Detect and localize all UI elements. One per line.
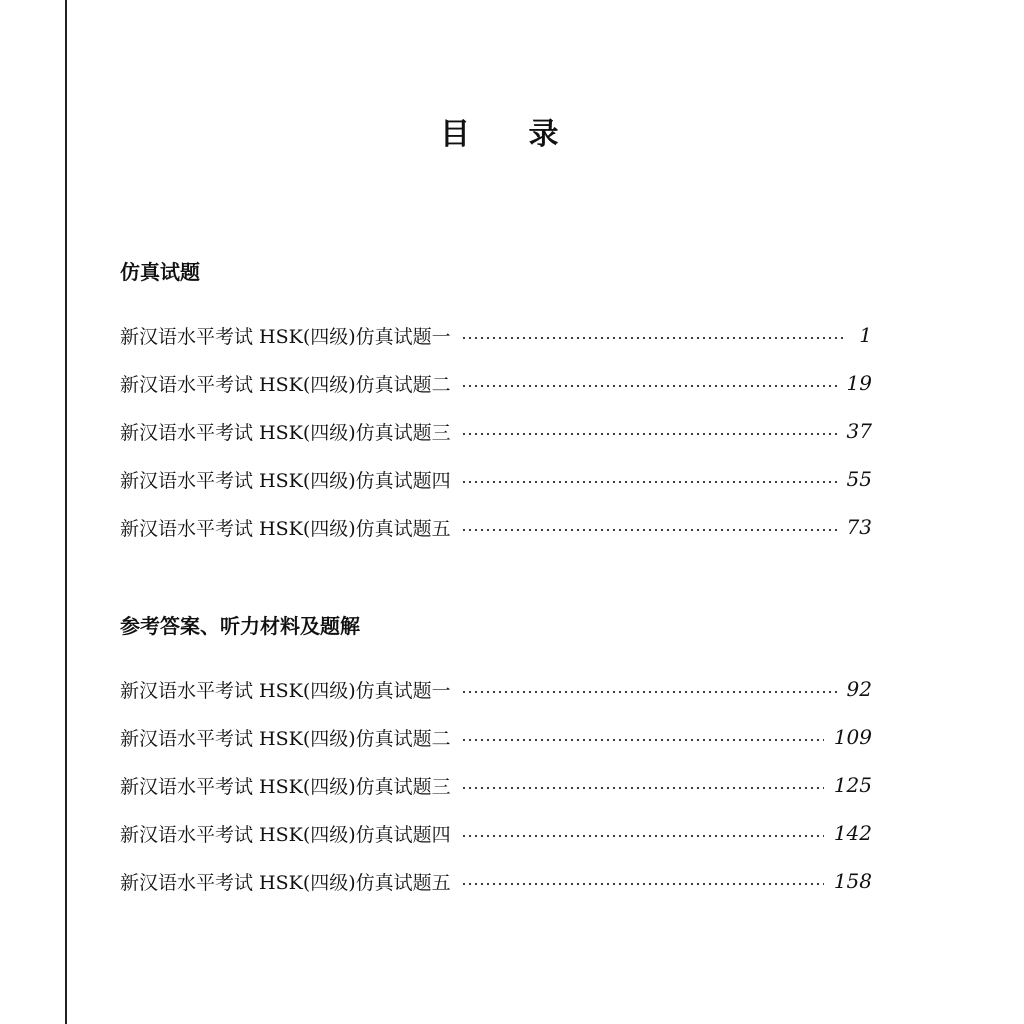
toc-entry-title: 新汉语水平考试 HSK(四级)仿真试题五	[120, 517, 451, 540]
dot-leader	[461, 739, 824, 741]
toc-entry[interactable]	[120, 864, 872, 898]
section-heading-answers: 参考答案、听力材料及题解	[120, 614, 360, 638]
toc-entry-title: 新汉语水平考试 HSK(四级)仿真试题五	[120, 871, 451, 894]
toc-entry-title: 新汉语水平考试 HSK(四级)仿真试题一	[120, 325, 451, 348]
toc-entry[interactable]	[120, 816, 872, 850]
toc-entry-page-number: 55	[846, 467, 872, 491]
toc-entry-title: 新汉语水平考试 HSK(四级)仿真试题一	[120, 679, 451, 702]
toc-entry-page-number: 37	[846, 419, 872, 443]
toc-entry-title: 新汉语水平考试 HSK(四级)仿真试题四	[120, 469, 451, 492]
toc-entry[interactable]	[120, 768, 872, 802]
toc-entry-title: 新汉语水平考试 HSK(四级)仿真试题二	[120, 727, 451, 750]
toc-entry[interactable]	[120, 366, 872, 400]
toc-entry[interactable]	[120, 318, 872, 352]
toc-entry-page-number: 158	[833, 869, 872, 893]
dot-leader	[461, 883, 824, 885]
toc-entry-page-number: 73	[846, 515, 872, 539]
toc-entry[interactable]	[120, 720, 872, 754]
toc-entry-page-number: 92	[846, 677, 872, 701]
toc-entry[interactable]	[120, 672, 872, 706]
dot-leader	[461, 385, 837, 387]
toc-entry-title: 新汉语水平考试 HSK(四级)仿真试题二	[120, 373, 451, 396]
dot-leader	[461, 835, 824, 837]
toc-entry-title: 新汉语水平考试 HSK(四级)仿真试题三	[120, 775, 451, 798]
dot-leader	[461, 433, 837, 435]
toc-entry-page-number: 1	[859, 323, 872, 347]
dot-leader	[461, 337, 844, 339]
toc-entry-title: 新汉语水平考试 HSK(四级)仿真试题三	[120, 421, 451, 444]
toc-entry[interactable]	[120, 414, 872, 448]
toc-entry-page-number: 19	[846, 371, 872, 395]
toc-entry-page-number: 142	[833, 821, 872, 845]
toc-entry[interactable]	[120, 510, 872, 544]
dot-leader	[461, 691, 837, 693]
toc-entry[interactable]	[120, 462, 872, 496]
page-title: 目 录	[440, 117, 583, 152]
toc-entry-page-number: 109	[833, 725, 872, 749]
binding-line	[65, 0, 67, 1024]
dot-leader	[461, 481, 837, 483]
toc-entry-page-number: 125	[833, 773, 872, 797]
dot-leader	[461, 529, 837, 531]
toc-entry-title: 新汉语水平考试 HSK(四级)仿真试题四	[120, 823, 451, 846]
section-heading-simulated-tests: 仿真试题	[120, 260, 200, 284]
dot-leader	[461, 787, 824, 789]
